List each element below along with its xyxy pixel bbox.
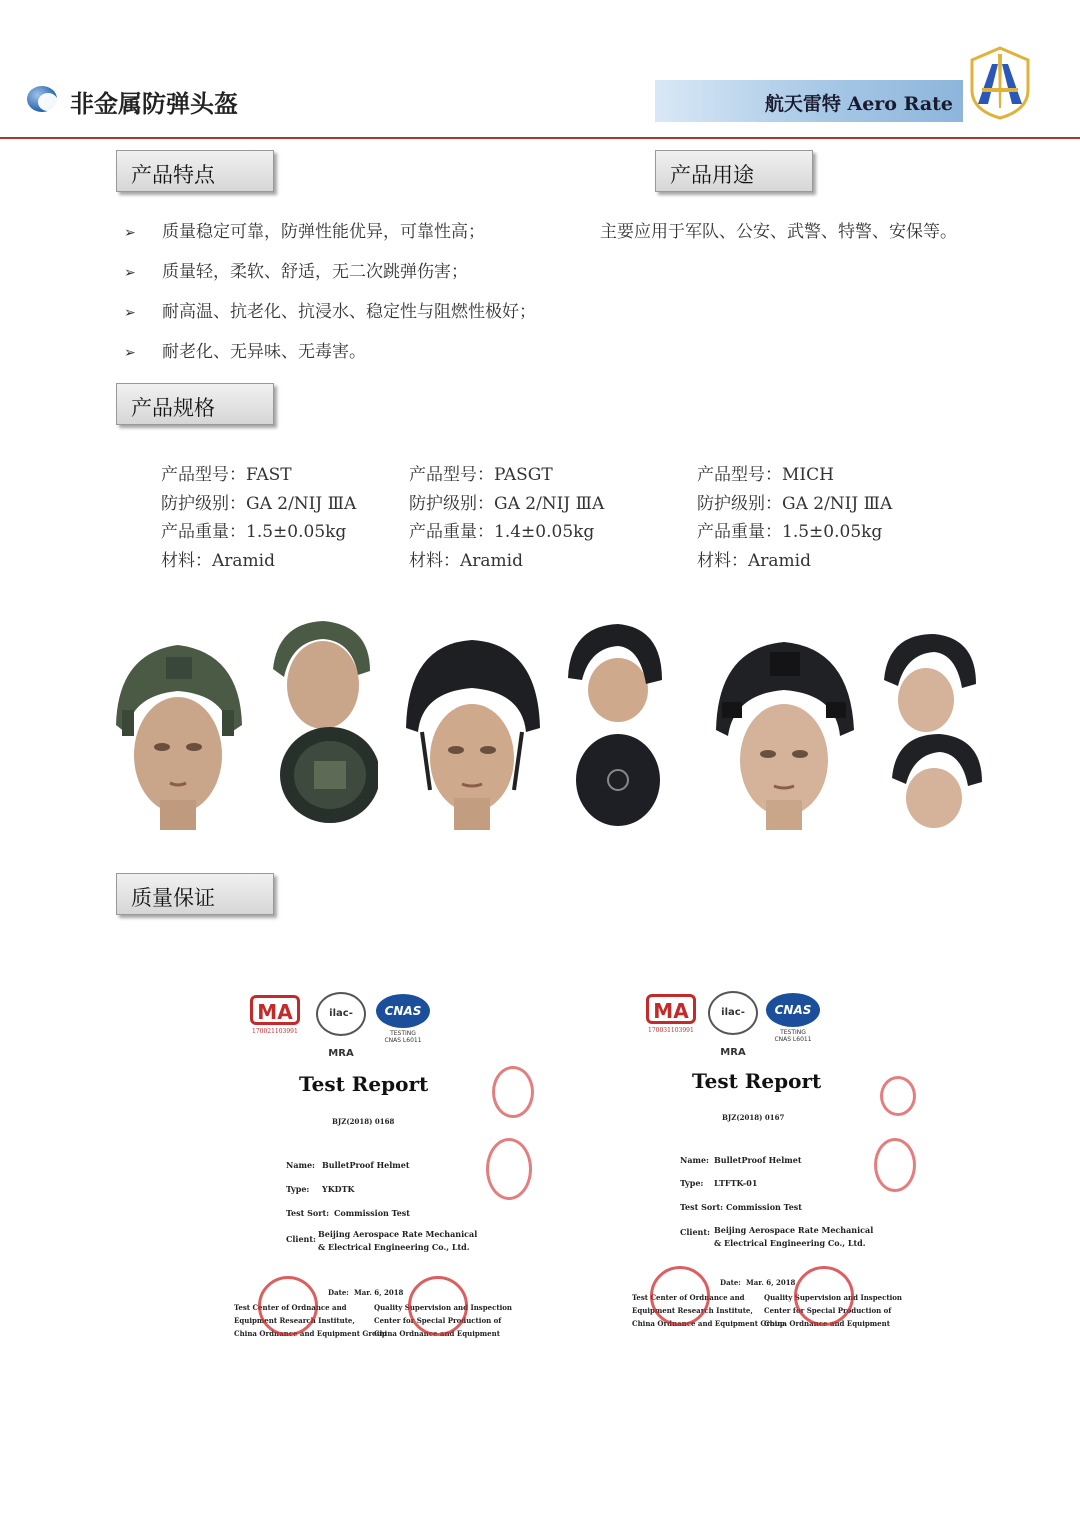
- feature-text: 质量稳定可靠，防弹性能优异，可靠性高；: [162, 222, 485, 242]
- spec-material: 材料：Aramid: [409, 550, 523, 571]
- name-label: Name:: [286, 1160, 316, 1170]
- type-label: Type:: [286, 1184, 310, 1194]
- cma-logo-icon: MA: [646, 994, 696, 1024]
- issuer-right-2: Center for Special Production of: [764, 1306, 892, 1315]
- spec-column-pasgt: [409, 461, 604, 575]
- red-seal-icon: [650, 1266, 710, 1326]
- test-report-1: [210, 978, 513, 1350]
- name-label: Name:: [680, 1155, 710, 1165]
- red-seal-icon: [794, 1266, 854, 1326]
- client-label: Client:: [680, 1227, 710, 1237]
- date-value: Mar. 6, 2018: [354, 1288, 404, 1297]
- spec-weight: 产品重量：1.5±0.05kg: [697, 522, 883, 542]
- date-value: Mar. 6, 2018: [746, 1278, 796, 1287]
- issuer-right-3: China Ordnance and Equipment: [374, 1329, 500, 1338]
- pasgt-helmet-photo: [400, 620, 662, 830]
- name-value: BulletProof Helmet: [714, 1155, 802, 1165]
- header-bullet-icon: [26, 84, 62, 114]
- red-seal-icon: [258, 1276, 318, 1336]
- usage-text: 主要应用于军队、公安、武警、特警、安保等。: [600, 222, 957, 242]
- client-label: Client:: [286, 1234, 316, 1244]
- section-features-header: [116, 150, 274, 192]
- issuer-left-3: China Ordnance and Equipment Group: [234, 1329, 387, 1338]
- spec-column-fast: [161, 461, 356, 575]
- red-seal-icon: [408, 1276, 468, 1336]
- brand-name: 航天雷特 Aero Rate: [764, 93, 953, 115]
- issuer-right-3: China Ordnance and Equipment: [764, 1319, 890, 1328]
- arrow-bullet-icon: ➢: [124, 265, 136, 281]
- spec-model: 产品型号：PASGT: [409, 465, 553, 485]
- spec-weight: 产品重量：1.5±0.05kg: [161, 522, 347, 542]
- issuer-left-1: Test Center of Ordnance and: [234, 1303, 347, 1312]
- mich-helmet-photo: [708, 630, 998, 830]
- issuer-right-2: Center for Special Production of: [374, 1316, 502, 1325]
- red-seal-icon: [874, 1138, 916, 1192]
- client-line-1: Beijing Aerospace Rate Mechanical: [714, 1225, 874, 1235]
- cnas-logo-icon: CNAS: [766, 993, 820, 1027]
- section-usage-label: 产品用途: [670, 163, 754, 187]
- arrow-bullet-icon: ➢: [124, 345, 136, 361]
- report-title: Test Report: [299, 1072, 429, 1096]
- issuer-left-1: Test Center of Ordnance and: [632, 1293, 745, 1302]
- issuer-right-1: Quality Supervision and Inspection: [764, 1293, 903, 1302]
- issuer-right-1: Quality Supervision and Inspection: [374, 1303, 513, 1312]
- ilac-mra-logo-icon: ilac-MRA: [708, 991, 758, 1035]
- spec-weight: 产品重量：1.4±0.05kg: [409, 522, 595, 542]
- date-label: Date:: [328, 1288, 349, 1297]
- cma-number: 170021103991: [252, 1028, 298, 1035]
- spec-level: 防护级别：GA 2/NIJ ⅢA: [409, 493, 605, 514]
- section-features-label: 产品特点: [131, 163, 215, 187]
- report-number: BJZ(2018) 0167: [722, 1113, 785, 1122]
- red-seal-icon: [486, 1138, 532, 1200]
- report-title: Test Report: [692, 1069, 822, 1093]
- client-line-2: & Electrical Engineering Co., Ltd.: [714, 1238, 866, 1248]
- issuer-left-3: China Ordnance and Equipment Group: [632, 1319, 785, 1328]
- feature-text: 耐高温、抗老化、抗浸水、稳定性与阻燃性极好；: [162, 302, 536, 322]
- header-rule: [0, 137, 1080, 139]
- section-usage-header: [655, 150, 813, 192]
- red-seal-icon: [880, 1076, 916, 1116]
- spec-material: 材料：Aramid: [697, 550, 811, 571]
- spec-level: 防护级别：GA 2/NIJ ⅢA: [161, 493, 357, 514]
- client-line-2: & Electrical Engineering Co., Ltd.: [318, 1242, 470, 1252]
- type-label: Type:: [680, 1178, 704, 1188]
- spec-material: 材料：Aramid: [161, 550, 275, 571]
- type-value: LTFTK-01: [714, 1178, 758, 1188]
- sort-label: Test Sort:: [680, 1202, 724, 1212]
- feature-item: [124, 337, 366, 362]
- spec-model: 产品型号：MICH: [697, 465, 834, 485]
- section-quality-label: 质量保证: [131, 886, 215, 910]
- issuer-left-2: Equipment Research Institute,: [632, 1306, 753, 1315]
- sort-label: Test Sort:: [286, 1208, 330, 1218]
- feature-text: 耐老化、无异味、无毒害。: [162, 342, 366, 362]
- cma-number: 170031103991: [648, 1027, 694, 1034]
- cnas-sub-2: CNAS L6011: [384, 1037, 422, 1044]
- cnas-logo-icon: CNAS: [376, 994, 430, 1028]
- client-line-1: Beijing Aerospace Rate Mechanical: [318, 1229, 478, 1239]
- sort-value: Commission Test: [334, 1208, 410, 1218]
- feature-item: [124, 297, 536, 322]
- brand-bar: [655, 80, 963, 122]
- type-value: YKDTK: [322, 1184, 355, 1194]
- cnas-sub-1: TESTING: [780, 1029, 806, 1036]
- test-report-2: [610, 978, 903, 1340]
- report-number: BJZ(2018) 0168: [332, 1117, 395, 1126]
- aero-rate-logo-icon: [968, 46, 1032, 120]
- date-label: Date:: [720, 1278, 741, 1287]
- feature-text: 质量轻，柔软、舒适，无二次跳弹伤害；: [162, 262, 468, 282]
- cnas-sub-2: CNAS L6011: [774, 1036, 812, 1043]
- cnas-sub-1: TESTING: [390, 1030, 416, 1037]
- red-seal-icon: [492, 1066, 534, 1118]
- fast-helmet-photo: [108, 615, 378, 830]
- page-title: 非金属防弹头盔: [70, 90, 238, 118]
- issuer-left-2: Equipment Research Institute,: [234, 1316, 355, 1325]
- section-specs-header: [116, 383, 274, 425]
- feature-item: [124, 217, 485, 242]
- ilac-mra-logo-icon: ilac-MRA: [316, 992, 366, 1036]
- section-specs-label: 产品规格: [131, 396, 215, 420]
- spec-level: 防护级别：GA 2/NIJ ⅢA: [697, 493, 893, 514]
- section-quality-header: [116, 873, 274, 915]
- cma-logo-icon: MA: [250, 995, 300, 1025]
- arrow-bullet-icon: ➢: [124, 305, 136, 321]
- sort-value: Commission Test: [726, 1202, 802, 1212]
- spec-column-mich: [697, 461, 892, 575]
- arrow-bullet-icon: ➢: [124, 225, 136, 241]
- feature-item: [124, 257, 468, 282]
- name-value: BulletProof Helmet: [322, 1160, 410, 1170]
- spec-model: 产品型号：FAST: [161, 465, 292, 485]
